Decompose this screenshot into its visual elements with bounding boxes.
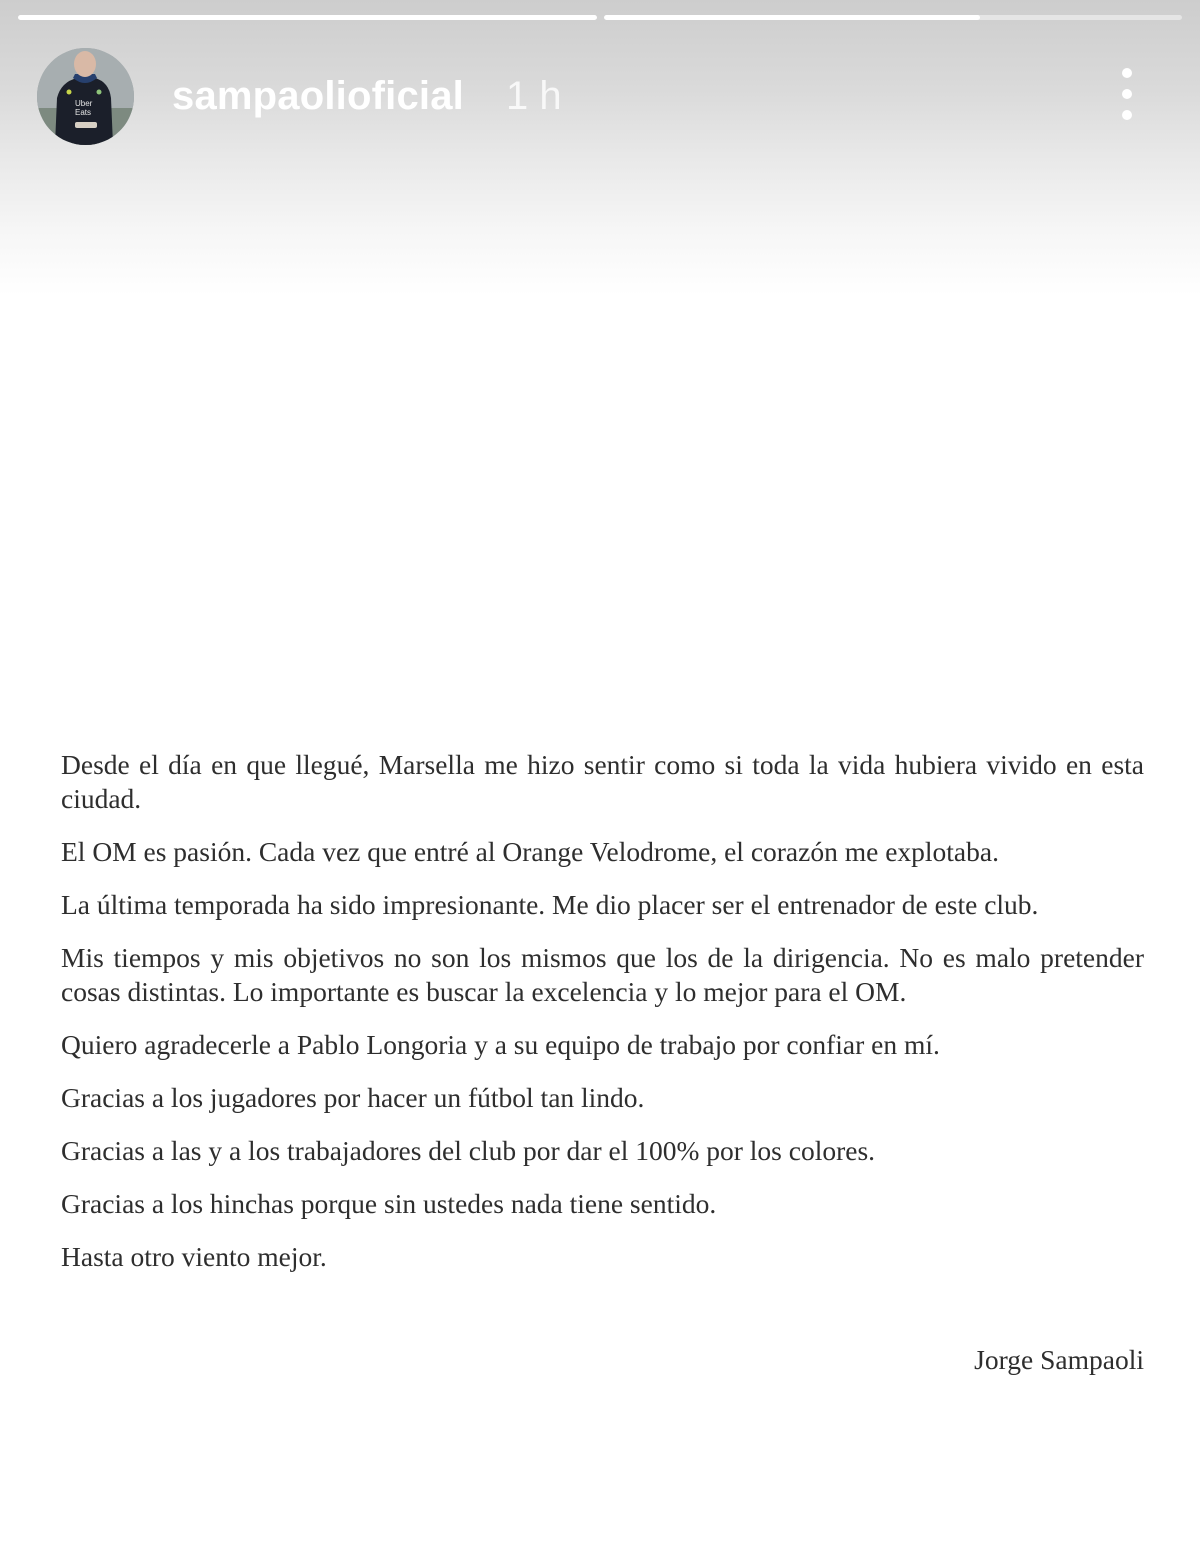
avatar[interactable] (37, 48, 134, 145)
letter-paragraph: La última temporada ha sido impresionante. Me dio placer ser el entrenador de este club. (61, 889, 1039, 920)
letter-paragraph: Quiero agradecerle a Pablo Longoria y a su equipo de trabajo por confiar en mí. (61, 1029, 940, 1060)
svg-text:Eats: Eats (75, 107, 92, 117)
letter-paragraph: Gracias a los jugadores por hacer un fútbol tan lindo. (61, 1082, 645, 1113)
time-ago: 1 h (505, 73, 562, 118)
letter-paragraph: Gracias a las y a los trabajadores del club por dar el 100% por los colores. (61, 1135, 876, 1166)
progress-fill (604, 15, 980, 20)
progress-fill (18, 15, 597, 20)
username[interactable]: sampaolioficial (172, 73, 464, 118)
progress-segment-2 (604, 15, 1183, 20)
letter-paragraph: Desde el día en que llegué, Marsella me hizo sentir como si toda la vida hubiera vivido en esta ciudad. (61, 749, 1144, 814)
letter-paragraph: Gracias a los hinchas porque sin ustedes nada tiene sentido. (61, 1188, 717, 1219)
story-header (37, 47, 1140, 145)
profile-photo-icon (37, 48, 134, 145)
svg-text:Uber: Uber (75, 98, 93, 108)
farewell-letter (61, 748, 1144, 1293)
progress-segment-1 (18, 15, 597, 20)
letter-paragraph: El OM es pasión. Cada vez que entré al Orange Velodrome, el corazón me explotaba. (61, 836, 999, 867)
letter-paragraph: Hasta otro viento mejor. (61, 1241, 327, 1272)
more-vertical-icon (1122, 89, 1132, 99)
more-vertical-icon (1122, 68, 1132, 78)
more-vertical-icon (1122, 110, 1132, 120)
more-options-button[interactable] (1117, 68, 1137, 120)
story-progress-bar (18, 15, 1182, 20)
letter-signature: Jorge Sampaoli (974, 1344, 1144, 1375)
letter-paragraph: Mis tiempos y mis objetivos no son los mismos que los de la dirigencia. No es malo pretender cosas distintas. Lo importante es buscar la excelencia y lo mejor para el OM. (61, 942, 1144, 1007)
